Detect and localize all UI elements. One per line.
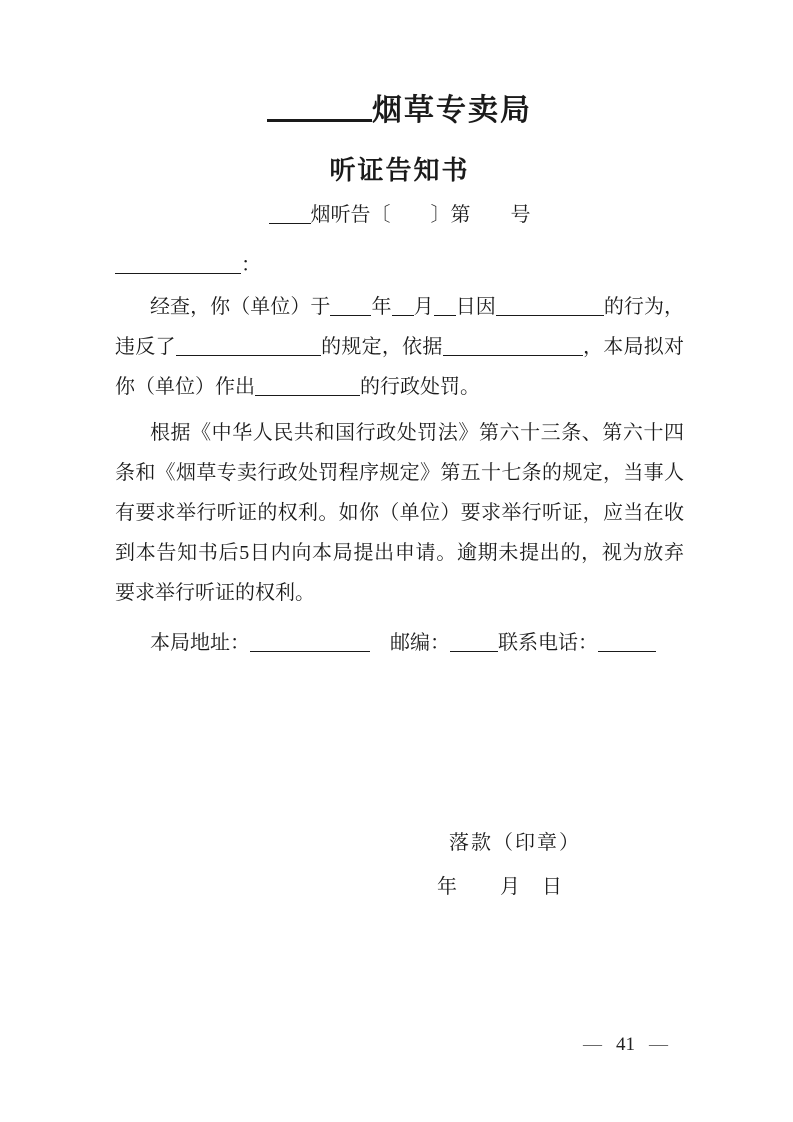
text-segment: 的行为，违反了 [115,296,685,358]
text-segment: ，本局拟对你（单位）作出 [115,336,685,398]
blank-underline [115,259,241,274]
blank-underline [330,301,371,316]
text-segment: 邮编： [370,632,450,654]
paragraph-facts [115,287,684,407]
blank-underline [434,301,456,316]
blank-underline [250,637,370,652]
text-segment: ： [241,254,261,276]
text-segment: 日因 [455,296,496,318]
blank-underline [598,637,656,652]
blank-underline [443,341,583,356]
page-number [583,1034,668,1056]
blank-underline [267,99,372,122]
text-segment: 联系电话： [498,632,598,654]
text-segment: 经查，你（单位）于 [150,296,331,318]
org-title-line [115,92,684,130]
salutation-line [115,245,684,285]
bureau-contact-line [115,623,684,663]
blank-underline [255,381,360,396]
blank-underline [176,341,321,356]
signature-date-line: 年 月 日 [437,876,563,898]
blank-underline [269,209,311,224]
text-segment: 月 [413,296,434,318]
text-segment: 烟听告〔 〕第 号 [310,204,531,226]
text-segment: 年 [371,296,392,318]
blank-underline [392,301,414,316]
text-segment: 的规定，依据 [320,336,443,358]
doc-title: 听证告知书 [329,155,470,185]
blank-underline [496,301,604,316]
signature-seal-label: 落款（印章） [449,832,581,854]
text-segment: 的行政处罚。 [360,376,480,398]
text-segment: 本局地址： [150,632,250,654]
blank-underline [450,637,498,652]
doc-number-line [115,201,684,229]
text-segment: 烟草专卖局 [372,94,532,127]
page-number-dash-right: — [649,1034,668,1055]
page-number-dash-left: — [583,1034,602,1055]
page-number-value: 41 [616,1034,635,1055]
paragraph-legal-basis: 根据《中华人民共和国行政处罚法》第六十三条、第六十四条和《烟草专卖行政处罚程序规定》第五十七条的规定，当事人有要求举行听证的权利。如你（单位）要求举行听证，应当在收到本告知书后5日内向本局提出申请。逾期未提出的，视为放弃要求举行听证的权利。 [115,422,684,604]
